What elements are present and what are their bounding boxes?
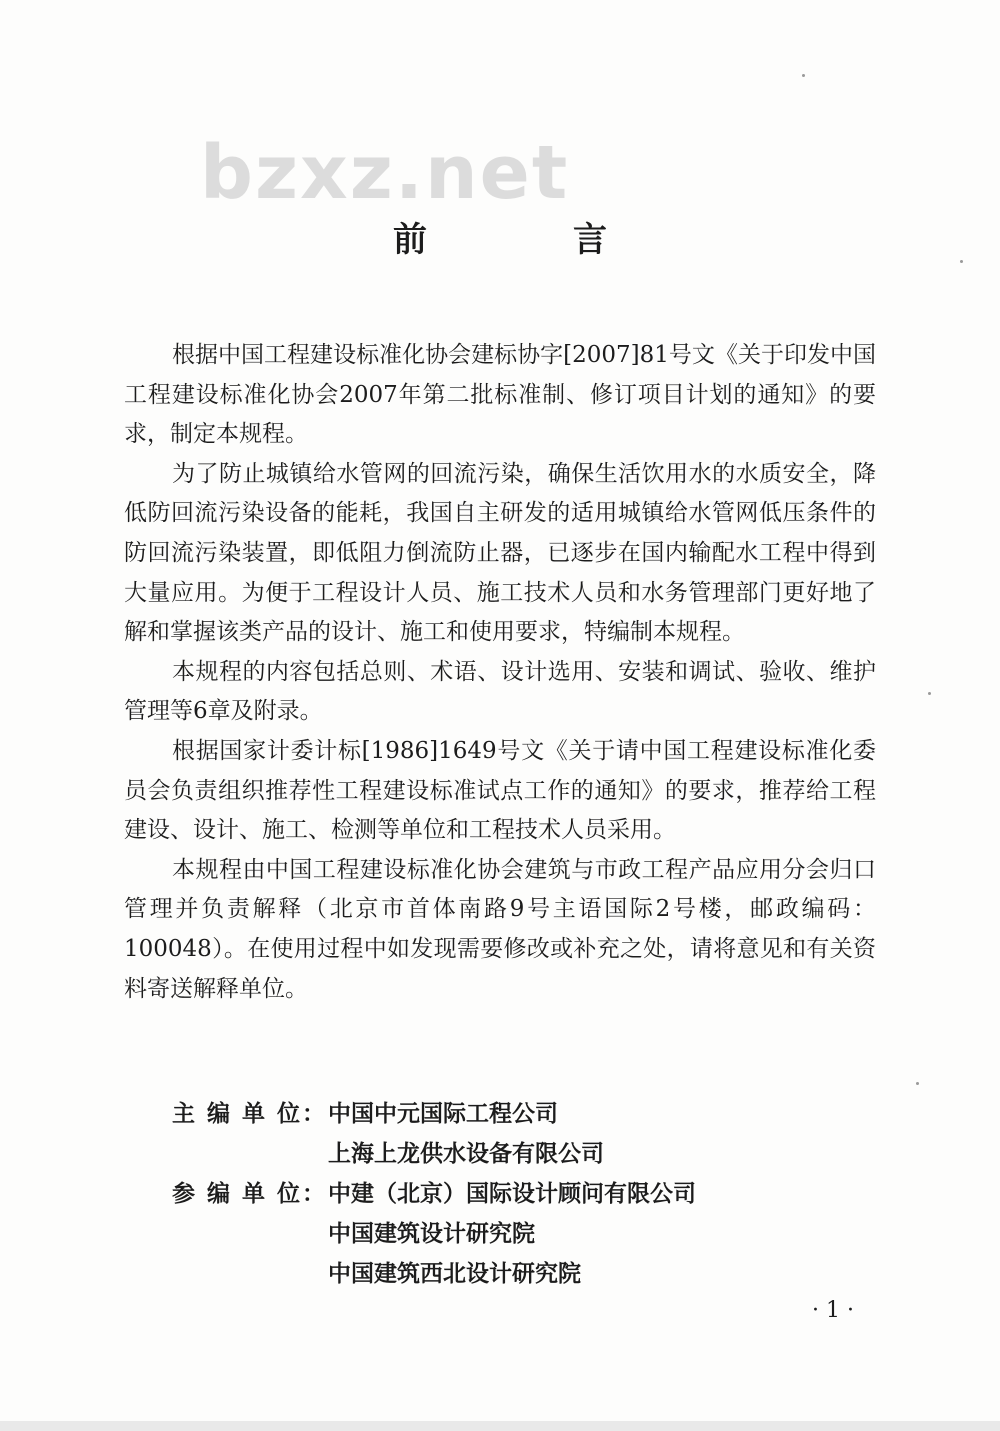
scan-speck — [928, 692, 931, 695]
page-bottom-edge — [0, 1421, 1000, 1431]
page-title: 前 言 — [393, 220, 663, 260]
participating-unit-1: 中建（北京）国际设计顾问有限公司 — [328, 1181, 696, 1207]
participating-unit-2: 中国建筑设计研究院 — [328, 1221, 535, 1247]
scan-speck — [960, 260, 963, 263]
watermark: bzxz.net — [200, 130, 570, 216]
paragraph-3: 本规程的内容包括总则、术语、设计选用、安装和调试、验收、维护管理等6章及附录。 — [124, 658, 876, 725]
preface-body — [124, 336, 876, 1009]
page-number: · 1 · — [812, 1298, 854, 1323]
drafting-units — [172, 1094, 696, 1294]
chief-units-row — [172, 1094, 696, 1134]
paragraph-2: 为了防止城镇给水管网的回流污染，确保生活饮用水的水质安全，降低防回流污染设备的能耗，我国自主研发的适用城镇给水管网低压条件的防回流污染装置，即低阻力倒流防止器，已逐步在国内输配水工程中得到大量应用。为便于工程设计人员、施工技术人员和水务管理部门更好地了解和掌握该类产品的设计、施工和使用要求，特编制本规程。 — [124, 460, 876, 646]
participating-unit-3: 中国建筑西北设计研究院 — [328, 1261, 581, 1287]
paragraph-4: 根据国家计委计标[1986]1649号文《关于请中国工程建设标准化委员会负责组织推荐性工程建设标准试点工作的通知》的要求，推荐给工程建设、设计、施工、检测等单位和工程技术人员采用。 — [124, 737, 876, 844]
paragraph-1: 根据中国工程建设标准化协会建标协字[2007]81号文《关于印发中国工程建设标准化协会2007年第二批标准制、修订项目计划的通知》的要求，制定本规程。 — [124, 342, 876, 448]
participating-units-row — [172, 1174, 696, 1214]
participating-units-label: 参 编 单 位： — [172, 1181, 328, 1207]
chief-unit-2: 上海上龙供水设备有限公司 — [328, 1141, 604, 1167]
scan-speck — [802, 74, 805, 77]
chief-units-label: 主 编 单 位： — [172, 1101, 328, 1127]
scan-speck — [916, 1082, 919, 1085]
paragraph-5: 本规程由中国工程建设标准化协会建筑与市政工程产品应用分会归口管理并负责解释（北京市首体南路9号主语国际2号楼，邮政编码：100048）。在使用过程中如发现需要修改或补充之处，请将意见和有关资料寄送解释单位。 — [124, 856, 876, 1002]
chief-unit-1: 中国中元国际工程公司 — [328, 1101, 558, 1127]
